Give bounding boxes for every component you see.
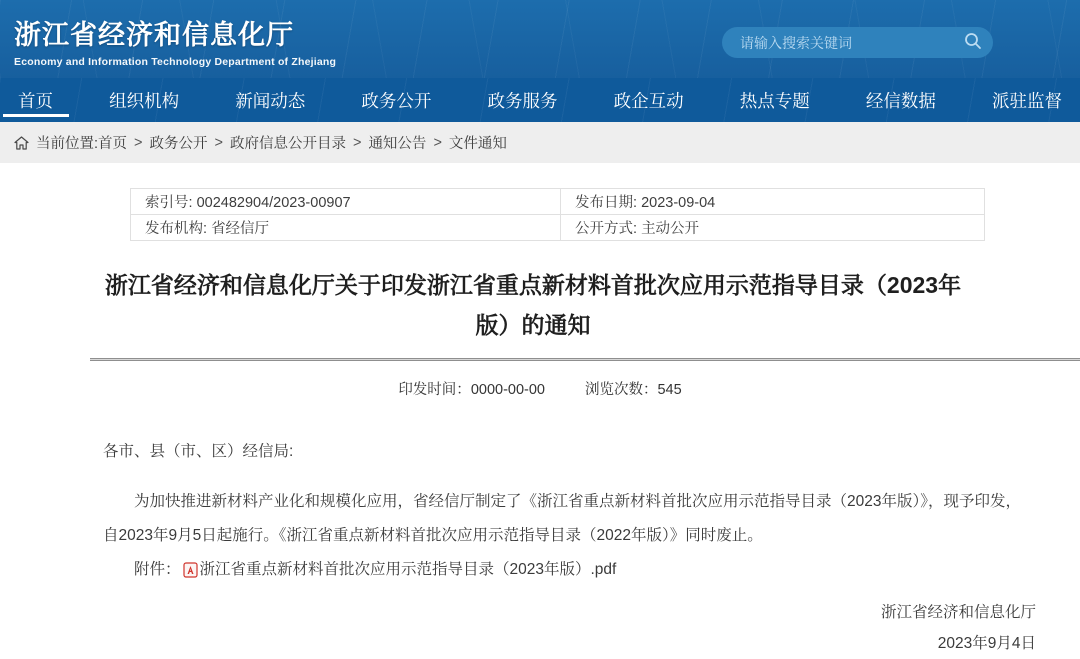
pdf-icon xyxy=(183,562,198,578)
breadcrumb-item-info-catalog[interactable]: 政府信息公开目录 xyxy=(229,136,346,152)
nav-item-data[interactable]: 经信数据 xyxy=(865,90,936,111)
doc-org-value: 省经信厅 xyxy=(211,221,270,237)
nav-item-news[interactable]: 新闻动态 xyxy=(235,90,306,111)
doc-method-label: 公开方式: xyxy=(575,221,638,237)
doc-meta xyxy=(0,378,1080,399)
doc-date-cell xyxy=(561,189,985,215)
nav-item-home[interactable]: 首页 xyxy=(14,78,57,122)
breadcrumb-separator: > xyxy=(352,134,362,151)
attachment-link[interactable]: 浙江省重点新材料首批次应用示范指导目录（2023年版）.pdf xyxy=(199,561,617,578)
signature-date: 2023年9月4日 xyxy=(937,635,1036,652)
page-title: 浙江省经济和信息化厅关于印发浙江省重点新材料首批次应用示范指导目录（2023年版）的通知 xyxy=(104,272,962,338)
nav-item-gov-services[interactable]: 政务服务 xyxy=(487,90,558,111)
doc-info-table xyxy=(130,188,985,241)
attachment-label: 附件： xyxy=(134,561,181,578)
article-body xyxy=(103,439,1036,659)
home-icon xyxy=(14,136,29,150)
site-header xyxy=(0,0,1080,78)
breadcrumb-prefix: 当前位置: xyxy=(36,136,99,152)
breadcrumb-separator: > xyxy=(134,134,143,151)
breadcrumb-separator: > xyxy=(214,134,223,151)
doc-date-value: 2023-09-04 xyxy=(641,195,716,211)
attachment-line xyxy=(103,553,1036,587)
site-subtitle: Economy and Information Technology Department of Zhejiang xyxy=(14,56,337,68)
signature-org: 浙江省经济和信息化厅 xyxy=(880,604,1036,621)
content-area xyxy=(0,188,1080,659)
search-button[interactable] xyxy=(953,27,993,58)
salutation: 各市、县（市、区）经信局: xyxy=(103,443,294,460)
doc-index-value: 002482904/2023-00907 xyxy=(196,195,351,211)
search-box xyxy=(722,27,993,58)
view-count: 浏览次数：545 xyxy=(584,382,682,398)
search-icon xyxy=(963,31,983,54)
doc-org-cell xyxy=(131,215,561,241)
nav-item-hot-topics[interactable]: 热点专题 xyxy=(739,90,810,111)
print-time: 印发时间：0000-00-00 xyxy=(398,382,545,398)
breadcrumb-item-gov-disclosure[interactable]: 政务公开 xyxy=(149,136,208,152)
doc-method-value: 主动公开 xyxy=(641,221,700,237)
title-divider xyxy=(90,358,1080,361)
search-input[interactable] xyxy=(722,35,953,51)
doc-org-label: 发布机构: xyxy=(145,221,208,237)
breadcrumb-item-home[interactable]: 首页 xyxy=(98,136,128,152)
site-logo[interactable] xyxy=(14,13,336,68)
main-nav xyxy=(0,78,1080,122)
doc-index-cell xyxy=(131,189,561,215)
breadcrumb-separator: > xyxy=(433,134,442,151)
doc-date-label: 发布日期: xyxy=(575,195,638,211)
nav-item-organization[interactable]: 组织机构 xyxy=(109,90,180,111)
nav-item-gov-enterprise[interactable]: 政企互动 xyxy=(613,90,684,111)
table-row xyxy=(131,215,985,241)
nav-item-supervision[interactable]: 派驻监督 xyxy=(992,90,1062,111)
breadcrumb-item-file-notice[interactable]: 文件通知 xyxy=(448,136,507,152)
nav-item-gov-disclosure[interactable]: 政务公开 xyxy=(361,90,432,111)
doc-method-cell xyxy=(561,215,985,241)
site-title: 浙江省经济和信息化厅 xyxy=(14,20,294,50)
table-row xyxy=(131,189,985,215)
doc-index-label: 索引号: xyxy=(145,195,193,211)
breadcrumb xyxy=(0,122,1080,163)
signature-block xyxy=(103,597,1036,659)
breadcrumb-item-notices[interactable]: 通知公告 xyxy=(368,136,427,152)
article-paragraph: 为加快推进新材料产业化和规模化应用，省经信厅制定了《浙江省重点新材料首批次应用示范指导目录（2023年版）》，现予印发，自2023年9月5日起施行。《浙江省重点新材料首批次应用示范指导目录（2022年版）》同时废止。 xyxy=(103,493,1021,544)
